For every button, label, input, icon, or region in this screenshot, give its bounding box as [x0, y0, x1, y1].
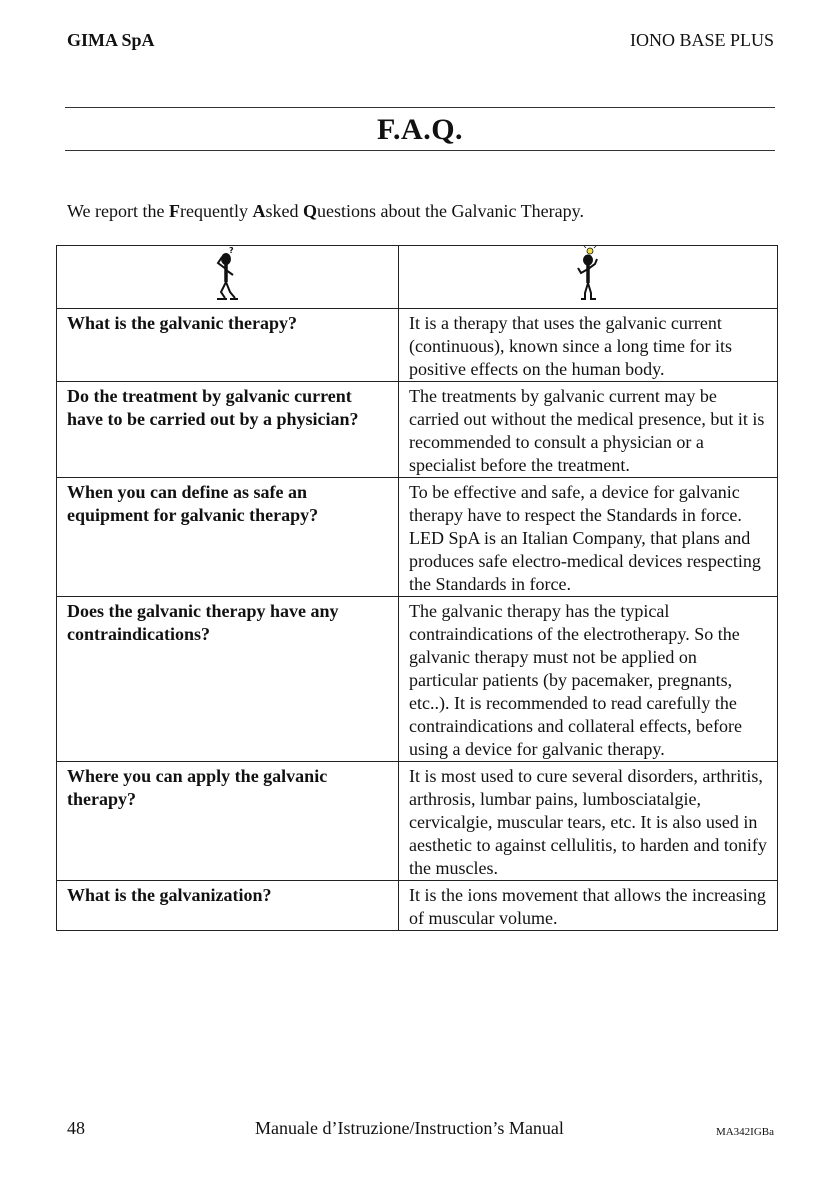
intro-part2: requently: [180, 201, 253, 221]
intro-part4: uestions about the Galvanic Therapy.: [317, 201, 584, 221]
question-column-icon-cell: [57, 246, 399, 309]
faq-question: Does the galvanic therapy have any contraindications?: [57, 597, 399, 762]
header-product: IONO BASE PLUS: [629, 30, 774, 50]
faq-row: [57, 309, 778, 382]
faq-row: [57, 382, 778, 478]
faq-answer: It is a therapy that uses the galvanic current (continuous), known since a long time for its positive effects on the human body.: [399, 309, 778, 382]
answer-column-icon-cell: [399, 246, 778, 309]
manual-title: Manuale d’Istruzione/Instruction’s Manual: [255, 1118, 564, 1138]
faq-question: Do the treatment by galvanic current have to be carried out by a physician?: [57, 382, 399, 478]
intro-part1: We report the: [67, 201, 170, 221]
faq-row: [57, 762, 778, 881]
faq-question: What is the galvanization?: [57, 881, 399, 931]
faq-row: [57, 881, 778, 931]
thinking-person-icon: [213, 246, 243, 308]
intro-letter-q: Q: [303, 201, 318, 221]
svg-text:?: ?: [228, 246, 234, 255]
title-bottom-rule: [65, 150, 775, 151]
idea-person-icon: [573, 246, 603, 308]
faq-answer-cell: [399, 478, 778, 597]
intro-letter-a: A: [252, 201, 266, 221]
faq-table: [56, 245, 778, 931]
intro-part3: sked: [265, 201, 303, 221]
faq-answer: It is the ions movement that allows the increasing of muscular volume.: [399, 881, 778, 931]
title-top-rule: [65, 107, 775, 108]
intro-text: [67, 201, 584, 222]
faq-question: Where you can apply the galvanic therapy?: [57, 762, 399, 881]
page-title: F.A.Q.: [376, 113, 464, 146]
faq-question: What is the galvanic therapy?: [57, 309, 399, 382]
faq-icon-row: [57, 246, 778, 309]
faq-row: [57, 478, 778, 597]
page-number: 48: [67, 1118, 85, 1138]
faq-answer: To be effective and safe, a device for galvanic therapy have to respect the Standards in force.: [409, 482, 742, 525]
faq-answer-continued: LED SpA is an Italian Company, that plans and produces safe electro-medical devices respecting the Standards in force.: [409, 528, 761, 594]
faq-row: [57, 597, 778, 762]
faq-answer: The treatments by galvanic current may be carried out without the medical presence, but it is recommended to consult a physician or a specialist before the treatment.: [399, 382, 778, 478]
faq-answer: It is most used to cure several disorders, arthritis, arthrosis, lumbar pains, lumbosciatalgie, cervicalgie, muscular tears, etc. It is also used in aesthetic to against cellulitis, to harden and tonify the muscles.: [399, 762, 778, 881]
header-company: GIMA SpA: [67, 30, 155, 50]
intro-letter-f: F: [169, 201, 181, 221]
faq-answer: The galvanic therapy has the typical contraindications of the electrotherapy. So the galvanic therapy must not be applied on particular patients (by pacemaker, pregnants, etc..). It is recommended to read carefully the contraindications and collateral effects, before using a device for galvanic therapy.: [399, 597, 778, 762]
document-code: MA342IGBa: [715, 1126, 774, 1138]
faq-question: When you can define as safe an equipment for galvanic therapy?: [57, 478, 399, 597]
